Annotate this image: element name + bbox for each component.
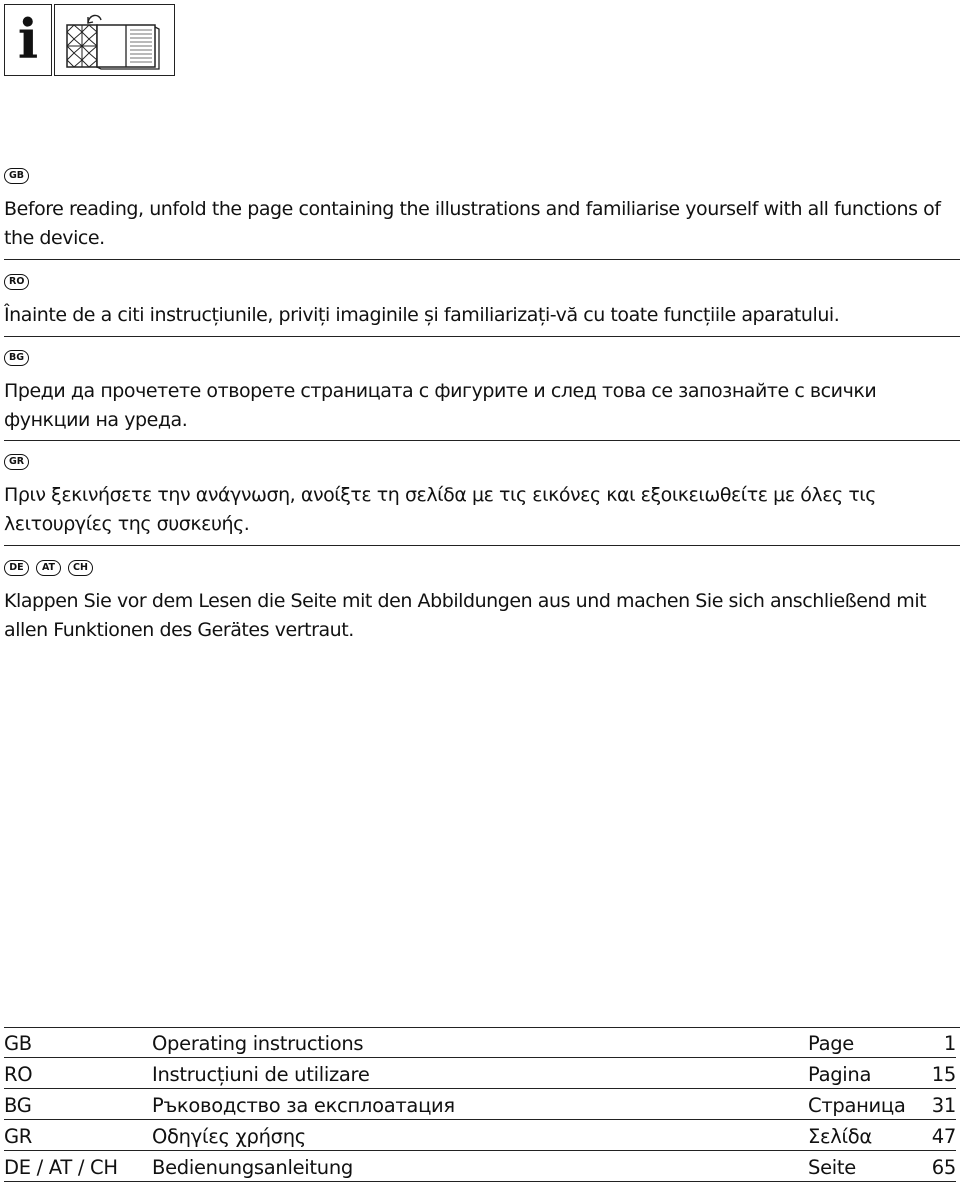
info-icon: i [4,4,52,76]
toc-page-label: Σελίδα [808,1125,872,1148]
unfold-book-icon [54,4,175,76]
instruction-section-ro [4,272,960,330]
instruction-text: Before reading, unfold the page containing the illustrations and familiarise yourself with all functions of the device. [4,198,941,249]
toc-row [4,1062,956,1093]
toc-title: Οδηγίες χρήσης [152,1125,306,1148]
toc-top-divider [4,1027,960,1028]
toc-page-label: Pagina [808,1063,872,1086]
section-divider [4,440,960,441]
instruction-text: Klappen Sie vor dem Lesen die Seite mit den Abbildungen aus und machen Sie sich anschließend mit allen Funktionen des Gerätes vertraut. [4,590,927,641]
toc-title: Ръководство за експлоатация [152,1094,455,1117]
toc-row [4,1093,956,1124]
toc-page-number: 1 [943,1032,956,1055]
toc-title: Bedienungsanleitung [152,1156,353,1179]
toc-language-code: BG [4,1094,32,1117]
instruction-section-gr [4,452,960,539]
toc-row [4,1031,956,1062]
section-divider [4,336,960,337]
instruction-text: Înainte de a citi instrucțiunile, priviți imaginile și familiarizați-vă cu toate funcțiile aparatului. [4,304,840,326]
instruction-section-gb [4,166,960,253]
instruction-section-de-at-ch [4,558,960,645]
toc-row [4,1124,956,1155]
toc-page-label: Страница [808,1094,906,1117]
instruction-section-bg [4,348,960,435]
toc-language-code: DE / AT / CH [4,1156,118,1179]
toc-title: Instrucțiuni de utilizare [152,1063,370,1086]
toc-language-code: RO [4,1063,33,1086]
toc-page-number: 65 [931,1156,956,1179]
toc-language-code: GB [4,1032,32,1055]
instruction-text: Преди да прочетете отворете страницата с фигурите и след това се запознайте с всички функции на уреда. [4,380,877,431]
toc-title: Operating instructions [152,1032,364,1055]
toc-row [4,1155,956,1186]
toc-page-number: 15 [931,1063,956,1086]
country-badge: DE [4,560,29,576]
country-badge: CH [68,560,93,576]
toc-page-label: Page [808,1032,855,1055]
country-badge: GB [4,168,29,184]
section-divider [4,545,960,546]
toc-page-number: 31 [931,1094,956,1117]
toc-page-label: Seite [808,1156,856,1179]
toc-page-number: 47 [931,1125,956,1148]
country-badge: AT [36,560,61,576]
country-badge: BG [4,350,29,366]
country-badge: GR [4,454,29,470]
toc-language-code: GR [4,1125,33,1148]
instruction-text: Πριν ξεκινήσετε την ανάγνωση, ανοίξτε τη σελίδα με τις εικόνες και εξοικειωθείτε με όλες τις λειτουργίες της συσκευής. [4,484,876,535]
country-badge: RO [4,274,29,290]
section-divider [4,259,960,260]
